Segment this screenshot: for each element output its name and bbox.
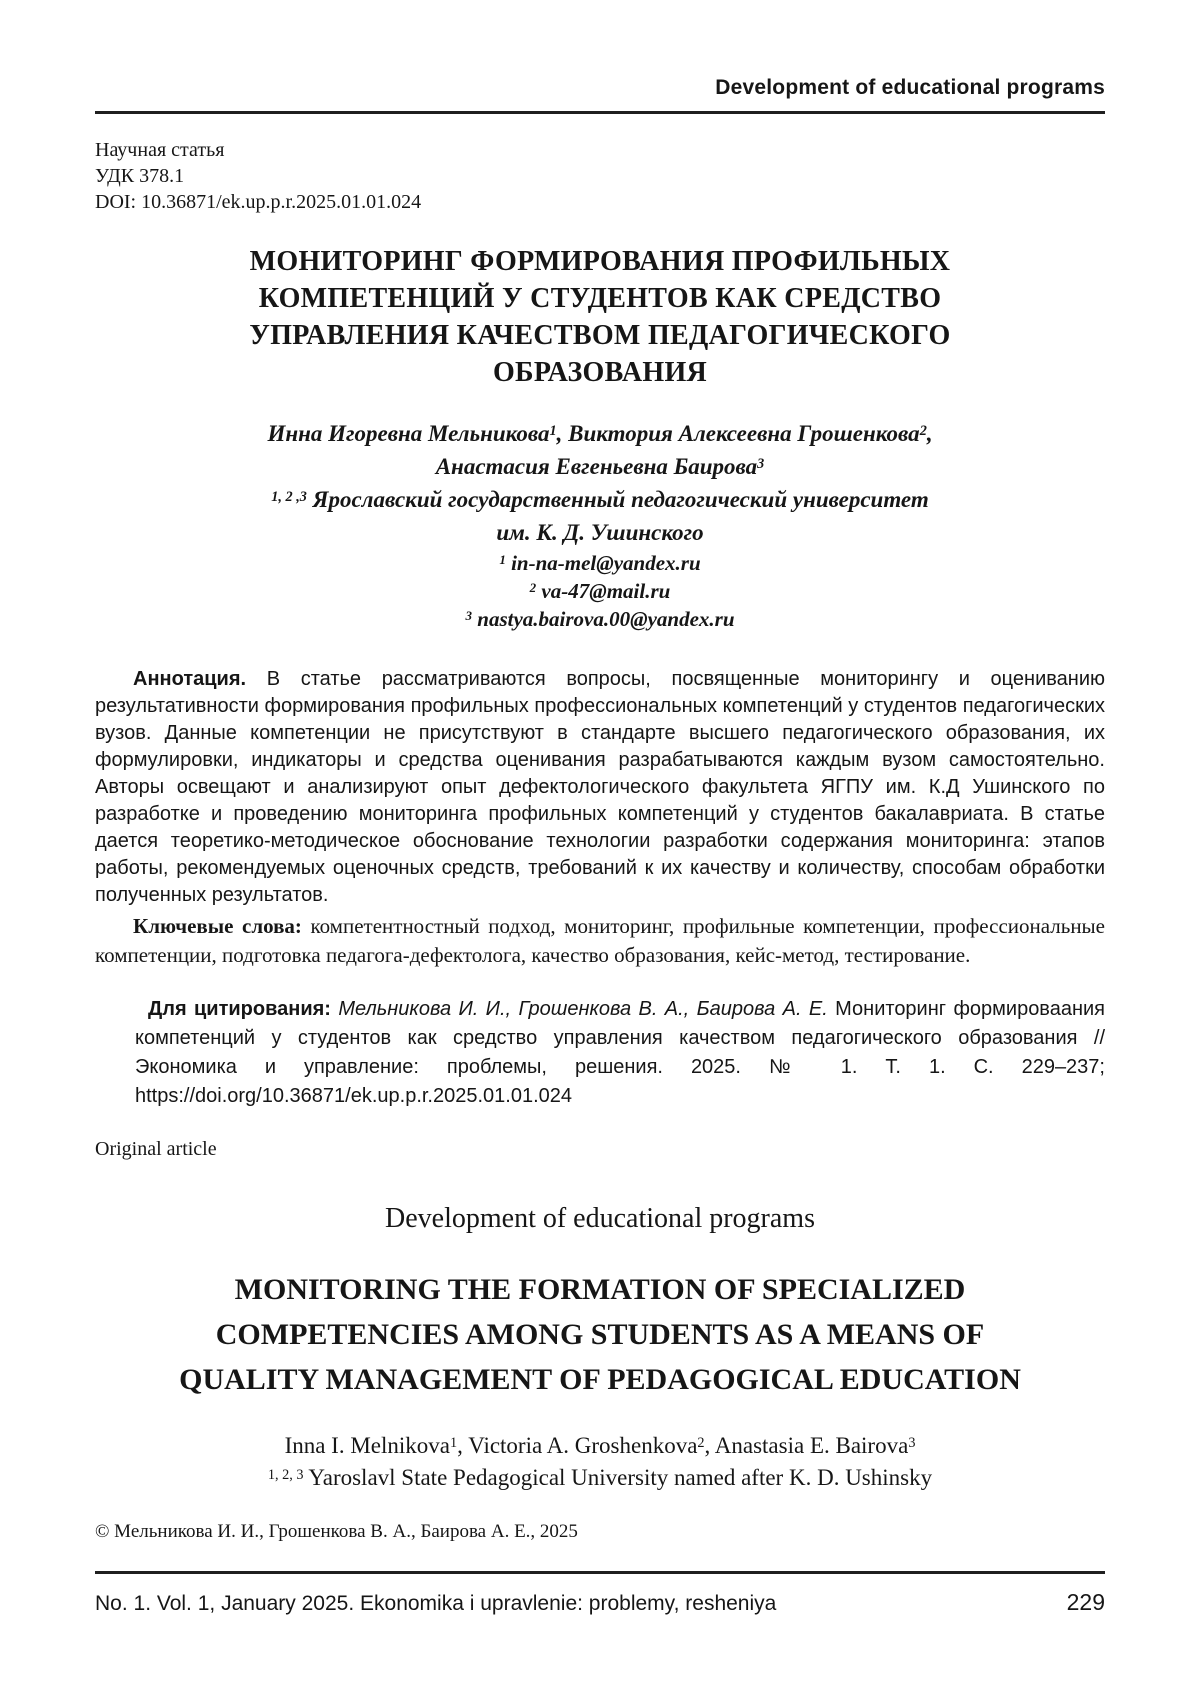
citation-authors: Мельникова И. И., Грошенкова В. А., Баирова А. Е. <box>330 998 828 1020</box>
citation-paragraph <box>135 995 1105 1111</box>
doi-label: DOI: 10.36871/ek.up.p.r.2025.01.01.024 <box>95 191 422 213</box>
author-email: $^2$ va-47@mail.ru <box>529 579 671 603</box>
udc-label: УДК 378.1 <box>95 165 185 187</box>
author-email: $^1$ in-na-mel@yandex.ru <box>499 551 701 575</box>
footer-row <box>95 1589 1105 1616</box>
footer-journal-line: No. 1. Vol. 1, January 2025. Ekonomika i upravlenie: problemy, resheniya <box>95 1592 777 1615</box>
section-title-en: Development of educational programs <box>385 1203 815 1234</box>
citation-text: Мониторинг формироваания компетенций у студентов как средство управления качеством педагогического образования // Экономика и управление: проблемы, решения. 2025. № 1. Т. 1. С. 229–237; https://doi.org/10.36871/ek.up.p.r.2025.01.01.024 <box>135 998 1106 1107</box>
footer-divider <box>95 1571 1105 1574</box>
article-type-ru: Научная статья <box>95 139 225 161</box>
header-divider <box>95 111 1105 114</box>
article-title-ru: МОНИТОРИНГ ФОРМИРОВАНИЯ ПРОФИЛЬНЫХ КОМПЕТЕНЦИЙ У СТУДЕНТОВ КАК СРЕДСТВО УПРАВЛЕНИЯ КАЧЕСТВОМ ПЕДАГОГИЧЕСКОГО ОБРАЗОВАНИЯ <box>249 246 951 388</box>
copyright-line: © Мельникова И. И., Грошенкова В. А., Баирова А. Е., 2025 <box>95 1521 578 1542</box>
authors-line: Анастасия Евгеньевна Баирова$^3$ <box>435 454 765 479</box>
authors-block-en <box>95 1430 1105 1494</box>
author-email: $^3$ nastya.bairova.00@yandex.ru <box>465 607 735 631</box>
authors-line: Инна Игоревна Мельникова$^1$, Виктория Алексеевна Грошенкова$^2$, <box>267 421 933 446</box>
authors-line-en: Inna I. Melnikova$^1$, Victoria A. Groshenkova$^2$, Anastasia E. Bairova$^3$ <box>284 1433 916 1458</box>
keywords-text: компетентностный подход, мониторинг, профильные компетенции, профессиональные компетенции, подготовка педагога-дефектолога, качество образования, кейс-метод, тестирование. <box>95 914 1105 967</box>
affiliation-line-en: $^{1, 2, 3}$ Yaroslavl State Pedagogical University named after K. D. Ushinsky <box>267 1465 933 1490</box>
affiliation-line: им. К. Д. Ушинского <box>496 520 704 545</box>
keywords-label: Ключевые слова: <box>133 914 302 938</box>
abstract-paragraph <box>95 666 1105 909</box>
footer-page-number: 229 <box>1066 1589 1105 1615</box>
running-head: Development of educational programs <box>715 76 1105 99</box>
article-meta <box>95 137 1105 215</box>
article-title-en: MONITORING THE FORMATION OF SPECIALIZED COMPETENCIES AMONG STUDENTS AS A MEANS OF QUALITY MANAGEMENT OF PEDAGOGICAL EDUCATION <box>179 1273 1021 1396</box>
authors-block-ru <box>95 417 1105 633</box>
page-footer <box>95 1571 1105 1616</box>
citation-label: Для цитирования: <box>148 998 331 1020</box>
abstract-text: В статье рассматриваются вопросы, посвященные мониторингу и оцениванию результативности формирования профильных профессиональных компетенций у студентов педагогических вузов. Данные компетенции не присутствуют в стандарте высшего педагогического образования, их формулировки, индикаторы и средства оценивания разрабатываются каждым вузом самостоятельно. Авторы освещают и анализируют опыт дефектологического факультета ЯГПУ им. К.Д Ушинского по разработке и проведению мониторинга профильных компетенций у студентов бакалавриата. В статье дается теоретико-методическое обоснование технологии разработки содержания мониторинга: этапов работы, рекомендуемых оценочных средств, требований к их качеству и количеству, способам обработки полученных результатов. <box>95 668 1105 906</box>
abstract-label: Аннотация. <box>133 668 247 690</box>
keywords-paragraph <box>95 912 1105 970</box>
article-type-en: Original article <box>95 1138 217 1160</box>
affiliation-line: $^{1, 2 ,3}$ Ярославский государственный педагогический университет <box>271 487 929 512</box>
